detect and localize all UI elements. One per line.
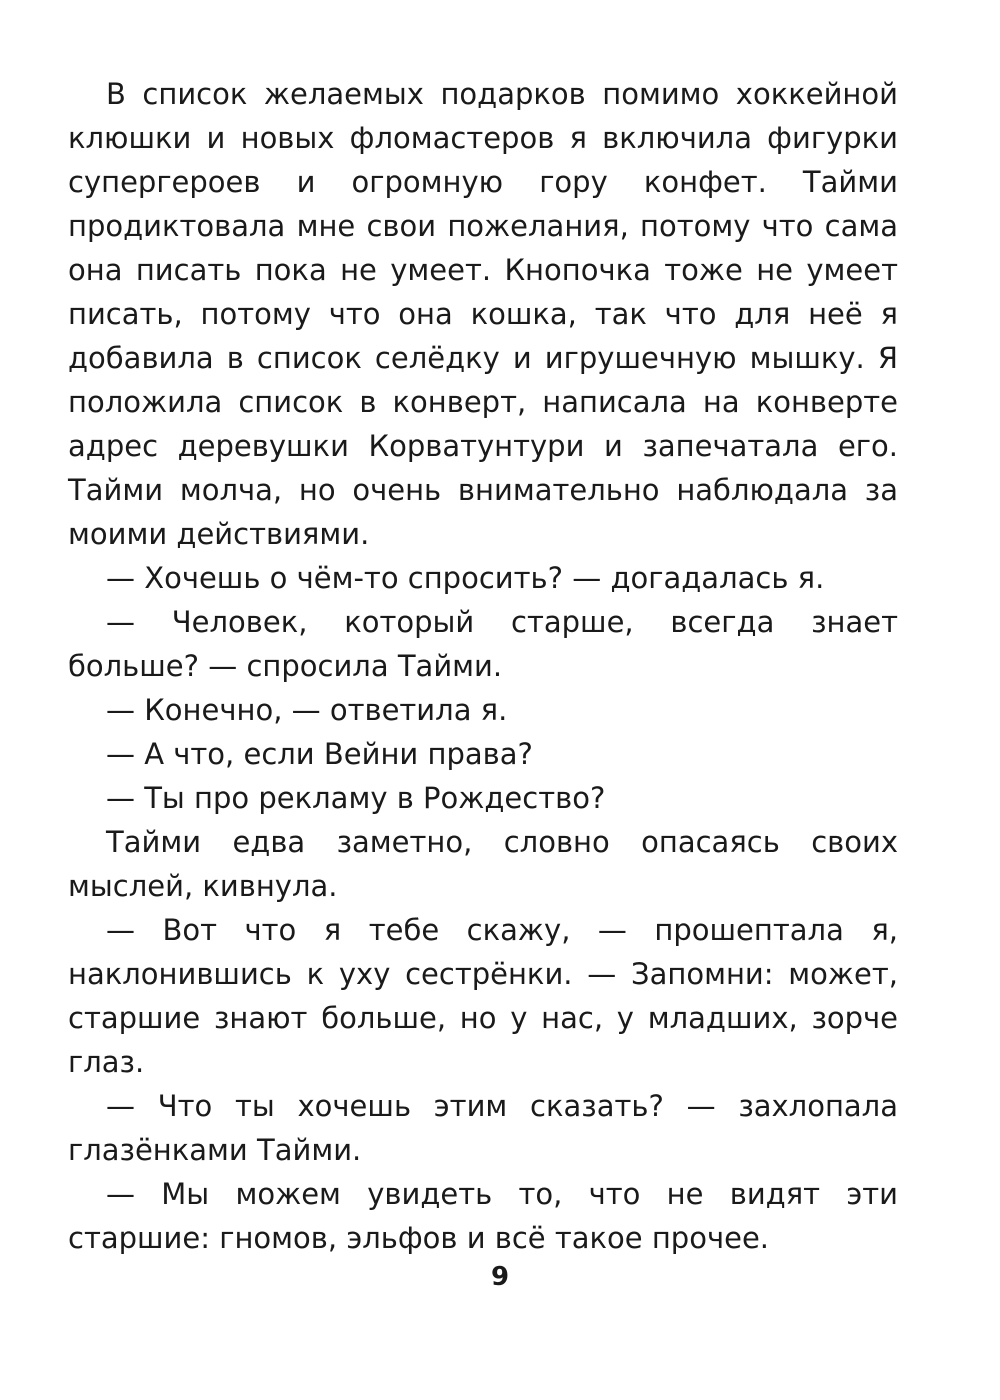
paragraph: — А что, если Вейни права? — [106, 737, 533, 771]
paragraph: — Ты про рекламу в Рождество? — [106, 781, 606, 815]
paragraph: — Хочешь о чём-то спросить? — догадалась я. — [106, 561, 825, 595]
paragraph: — Вот что я тебе скажу, — прошептала я, наклонившись к уху сестрёнки. — Запомни: может, старшие знают больше, но у нас, у младших, зорче глаз. — [68, 913, 898, 1079]
paragraph: — Конечно, — ответила я. — [106, 693, 508, 727]
page-number: 9 — [490, 1262, 510, 1292]
paragraph: В список желаемых подарков помимо хоккейной клюшки и новых фломастеров я включила фигурки супергероев и огромную гору конфет. Тайми продиктовала мне свои пожелания, потому что сама она писать пока не умеет. Кнопочка тоже не умеет писать, потому что она кошка, так что для неё я добавила в список селёдку и игрушечную мышку. Я положила список в конверт, написала на конверте адрес деревушки Корватунтури и запечатала его. Тайми молча, но очень внимательно наблюдала за моими действиями. — [68, 77, 898, 551]
page-body — [68, 72, 898, 1260]
paragraph: — Мы можем увидеть то, что не видят эти старшие: гномов, эльфов и всё такое прочее. — [68, 1177, 898, 1255]
paragraph: Тайми едва заметно, словно опасаясь своих мыслей, кивнула. — [68, 825, 898, 903]
paragraph: — Человек, который старше, всегда знает больше? — спросила Тайми. — [68, 605, 898, 683]
paragraph: — Что ты хочешь этим сказать? — захлопала глазёнками Тайми. — [68, 1089, 898, 1167]
